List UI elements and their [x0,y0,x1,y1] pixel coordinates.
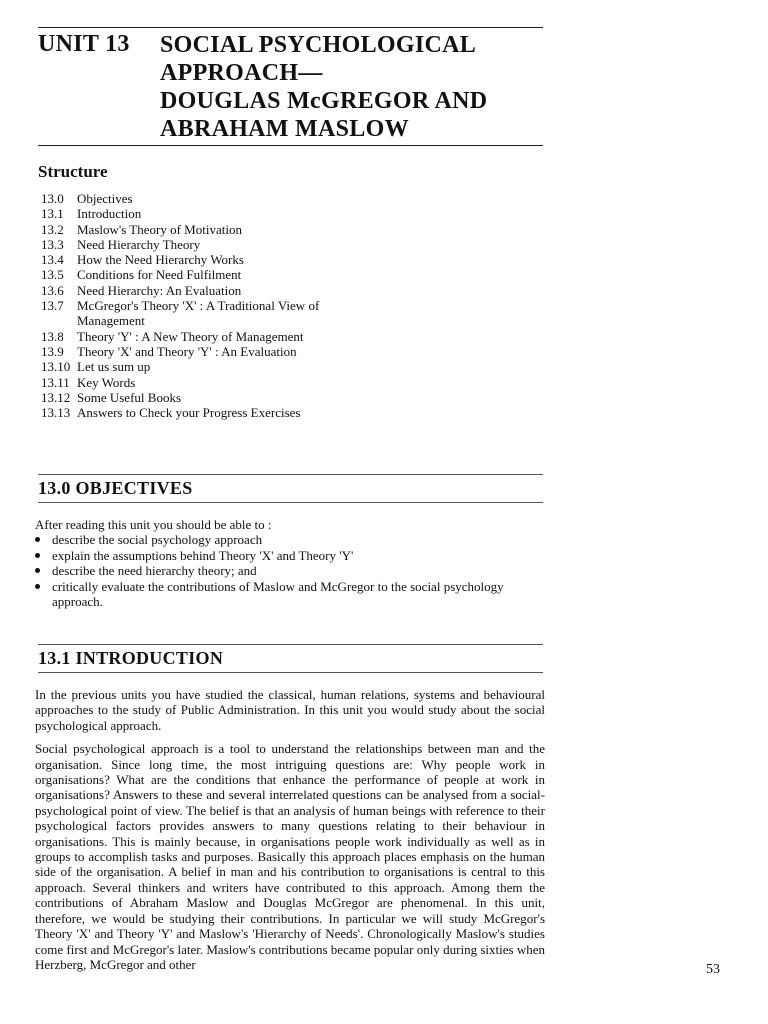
structure-item [41,237,319,252]
objective-item: describe the need hierarchy theory; and [35,563,545,578]
structure-item [41,252,319,267]
structure-item [41,405,319,420]
structure-item-text: Need Hierarchy Theory [77,236,201,252]
structure-heading: Structure [38,162,108,181]
structure-item-number: 13.10 [41,359,71,375]
structure-item-text: Theory 'X' and Theory 'Y' : An Evaluation [77,343,297,359]
introduction-paragraph: In the previous units you have studied the classical, human relations, systems and behavioural approaches to the study of Public Administration. In this unit you would study about the social psychological approach. [35,687,545,733]
structure-item-number: 13.5 [41,267,64,283]
objective-item: critically evaluate the contributions of Maslow and McGregor to the social psychology approach. [35,579,545,610]
structure-item-number: 13.3 [41,236,64,252]
objectives-heading: 13.0 OBJECTIVES [38,478,193,498]
introduction-paragraph: Social psychological approach is a tool to understand the relationships between man and the organisation. Since long time, the most intriguing questions are: Why people work in organisations? What are the conditions that enhance the performance of people at work in organisations? Answers to these and several interrelated questions can be analysed from a social-psychological point of view. The belief is that an analysis of human beings with reference to their psychological factors provides answers to many questions relating to their behaviour in organisations. This is mainly because, in organisations people work individually as well as in groups to accomplish tasks and purposes. Basically this approach places emphasis on the human side of the organisation. A belief in man and his contribution to organisations is central to this approach. Several thinkers and writers have contributed to this approach. Among them the contributions of Abraham Maslow and Douglas McGregor are phenomenal. In this unit, therefore, we would be studying their contributions. In particular we will study McGregor's Theory 'X' and Theory 'Y' and Maslow's 'Hierarchy of Needs'. Chronologically Maslow's studies come first and McGregor's later. Maslow's contributions became popular only during sixties when Herzberg, McGregor and other [35,741,545,972]
structure-item-number: 13.7 [41,298,64,314]
unit-title-line: ABRAHAM MASLOW [160,116,409,142]
structure-item-number: 13.4 [41,252,64,268]
page-number: 53 [706,962,720,977]
structure-item [41,344,319,359]
structure-item-text: Introduction [77,206,142,222]
structure-item [41,329,319,344]
introduction-heading: 13.1 INTRODUCTION [38,648,224,668]
structure-item-text: Let us sum up [77,359,151,375]
structure-item-number: 13.13 [41,405,71,421]
structure-item [41,283,319,298]
objectives-body [35,517,545,609]
structure-item-continuation: Management [77,313,145,329]
structure-item [41,375,319,390]
objectives-intro: After reading this unit you should be able to : [35,517,272,532]
structure-item-text: McGregor's Theory 'X' : A Traditional View of [77,298,320,314]
unit-title [160,31,560,143]
structure-item-number: 13.12 [41,389,71,405]
structure-item-number: 13.1 [41,206,64,222]
introduction-top-rule [38,644,543,645]
structure-item-number: 13.8 [41,328,64,344]
structure-item-number: 13.6 [41,282,64,298]
objective-item: explain the assumptions behind Theory 'X' and Theory 'Y' [35,548,545,563]
structure-list [41,191,319,420]
unit-title-line: APPROACH— [160,60,323,86]
structure-item-text: Objectives [77,191,133,206]
structure-item [41,359,319,374]
structure-item [41,390,319,405]
structure-item [41,222,319,237]
structure-item-text: Theory 'Y' : A New Theory of Management [77,328,304,344]
unit-label: UNIT 13 [38,31,130,57]
title-bottom-rule [38,145,543,146]
structure-item [41,267,319,282]
objectives-list [35,532,545,609]
structure-item-text: Need Hierarchy: An Evaluation [77,282,242,298]
structure-item [41,206,319,221]
structure-item-text: Conditions for Need Fulfilment [77,267,242,283]
structure-item-text: Some Useful Books [77,389,181,405]
structure-item [41,298,319,313]
structure-item-text: Maslow's Theory of Motivation [77,221,242,237]
introduction-body [35,687,545,972]
objectives-bottom-rule [38,502,543,503]
unit-title-line: SOCIAL PSYCHOLOGICAL [160,32,477,58]
structure-item-number: 13.2 [41,221,64,237]
structure-item-number: 13.0 [41,191,64,206]
objectives-top-rule [38,474,543,475]
structure-item-number: 13.11 [41,374,70,390]
structure-item-text: Answers to Check your Progress Exercises [77,405,301,421]
top-rule [38,27,543,28]
unit-title-line: DOUGLAS McGREGOR AND [160,88,488,114]
structure-item-text: Key Words [77,374,136,390]
introduction-bottom-rule [38,672,543,673]
structure-item [41,191,319,206]
structure-item-number: 13.9 [41,343,64,359]
objective-item: describe the social psychology approach [35,532,545,547]
structure-item-text: How the Need Hierarchy Works [77,252,244,268]
